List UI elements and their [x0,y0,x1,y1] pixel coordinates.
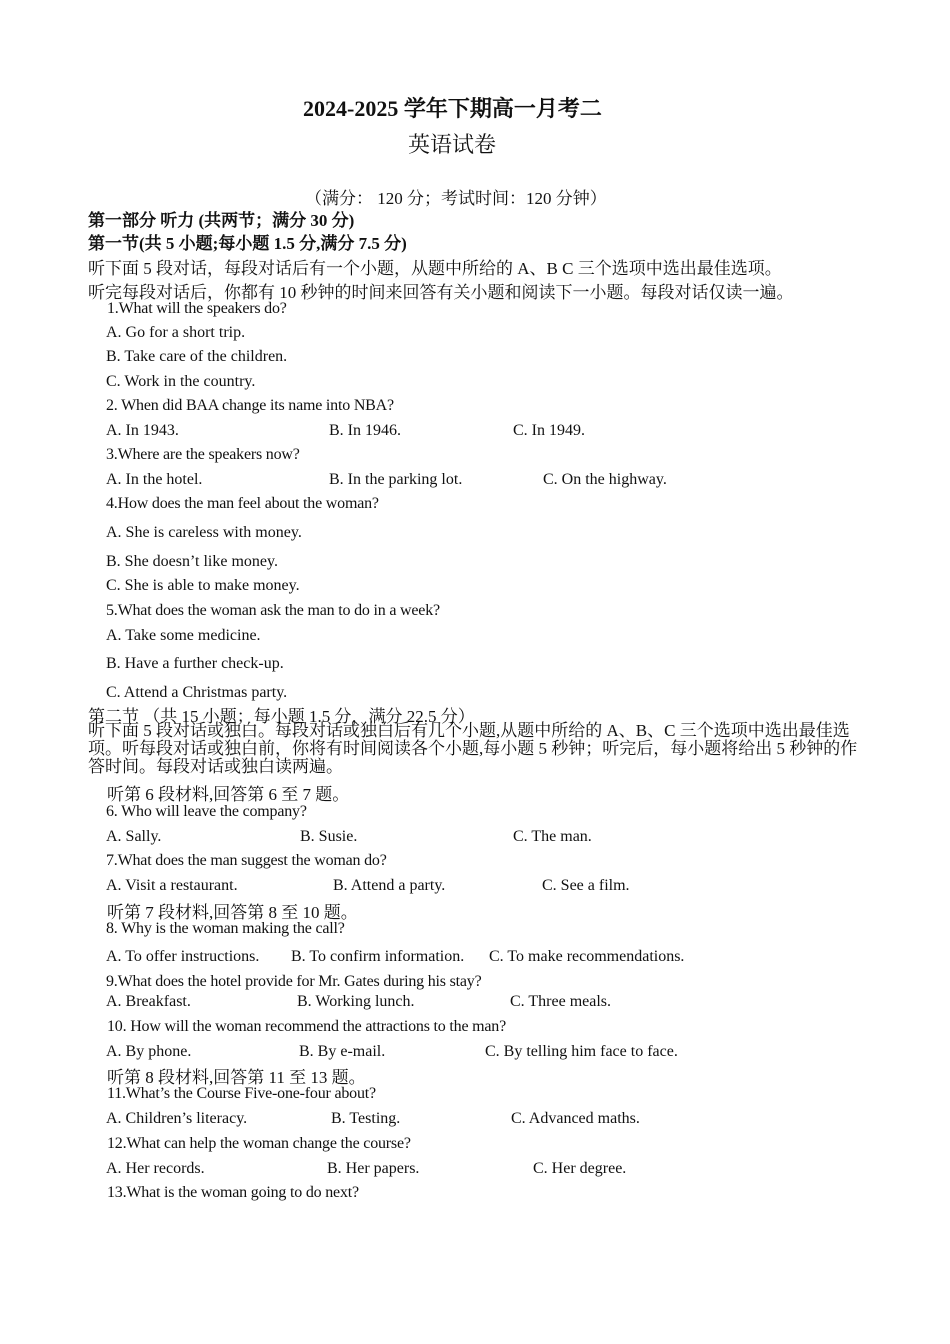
q8-option-b: B. To confirm information. [291,948,465,965]
q1-option-b: B. Take care of the children. [106,348,288,365]
part1-heading: 第一部分 听力 (共两节；满分 30 分) [88,211,355,230]
group-6-instruction: 听第 6 段材料,回答第 6 至 7 题。 [107,785,350,804]
q10-option-a: A. By phone. [106,1043,192,1060]
q3-option-b: B. In the parking lot. [329,471,463,488]
q11-option-c: C. Advanced maths. [511,1110,640,1127]
q4-option-b: B. She doesn’t like money. [106,553,278,570]
q6-option-b: B. Susie. [300,828,358,845]
q12-option-c: C. Her degree. [533,1160,627,1177]
q9-option-c: C. Three meals. [510,993,612,1010]
q10-option-b: B. By e-mail. [299,1043,386,1060]
q2-option-c: C. In 1949. [513,422,585,439]
section1-instruction-line2: 听完每段对话后，你都有 10 秒钟的时间来回答有关小题和阅读下一小题。每段对话仅读一遍。 [88,283,794,302]
question-2: 2. When did BAA change its name into NBA? [106,397,394,414]
q4-option-c: C. She is able to make money. [106,577,300,594]
question-6: 6. Who will leave the company? [106,803,307,820]
exam-meta: （满分： 120 分；考试时间：120 分钟） [305,189,607,208]
question-12: 12.What can help the woman change the course? [107,1135,411,1152]
section1-heading: 第一节(共 5 小题;每小题 1.5 分,满分 7.5 分) [88,234,407,253]
question-4: 4.How does the man feel about the woman? [106,495,379,512]
section2-instructions: 听下面 5 段对话或独白。每段对话或独白后有几个小题,从题中所给的 A、B、C 三个选项中选出最佳选项。听每段对话或独白前，你将有时间阅读各个小题,每小题 5 秒钟；听完后，每小题将给出 5 秒钟的作答时间。每段对话或独白读两遍。 [88,721,858,776]
q5-option-c: C. Attend a Christmas party. [106,684,288,701]
q9-option-b: B. Working lunch. [297,993,415,1010]
q1-option-a: A. Go for a short trip. [106,324,246,341]
q6-option-a: A. Sally. [106,828,162,845]
q8-option-c: C. To make recommendations. [489,948,685,965]
question-9: 9.What does the hotel provide for Mr. Gates during his stay? [106,973,482,990]
q7-option-b: B. Attend a party. [333,877,446,894]
question-8: 8. Why is the woman making the call? [106,920,345,937]
q2-option-b: B. In 1946. [329,422,401,439]
q5-option-b: B. Have a further check-up. [106,655,284,672]
q3-option-a: A. In the hotel. [106,471,203,488]
question-5: 5.What does the woman ask the man to do in a week? [106,602,440,619]
group-7-instruction: 听第 7 段材料,回答第 8 至 10 题。 [107,903,358,922]
q2-option-a: A. In 1943. [106,422,179,439]
section2-heading: 第二节 （共 15 小题；每小题 1.5 分，满分 22.5 分） [88,707,475,726]
question-1: 1.What will the speakers do? [107,300,287,317]
q6-option-c: C. The man. [513,828,592,845]
q5-option-a: A. Take some medicine. [106,627,261,644]
exam-subtitle: 英语试卷 [408,132,497,157]
q7-option-a: A. Visit a restaurant. [106,877,238,894]
q9-option-a: A. Breakfast. [106,993,191,1010]
question-10: 10. How will the woman recommend the attractions to the man? [107,1018,507,1035]
q11-option-a: A. Children’s literacy. [106,1110,248,1127]
question-3: 3.Where are the speakers now? [106,446,300,463]
exam-title: 2024-2025 学年下期高一月考二 [303,96,602,121]
question-7: 7.What does the man suggest the woman do? [106,852,387,869]
q11-option-b: B. Testing. [331,1110,401,1127]
question-11: 11.What’s the Course Five-one-four about? [107,1085,376,1102]
q1-option-c: C. Work in the country. [106,373,256,390]
question-13: 13.What is the woman going to do next? [107,1184,359,1201]
q8-option-a: A. To offer instructions. [106,948,260,965]
q3-option-c: C. On the highway. [543,471,667,488]
q10-option-c: C. By telling him face to face. [485,1043,678,1060]
section1-instruction-line1: 听下面 5 段对话，每段对话后有一个小题，从题中所给的 A、B C 三个选项中选出最佳选项。 [88,259,782,278]
group-8-instruction: 听第 8 段材料,回答第 11 至 13 题。 [107,1068,366,1087]
q12-option-a: A. Her records. [106,1160,205,1177]
q12-option-b: B. Her papers. [327,1160,420,1177]
q4-option-a: A. She is careless with money. [106,524,302,541]
q7-option-c: C. See a film. [542,877,630,894]
